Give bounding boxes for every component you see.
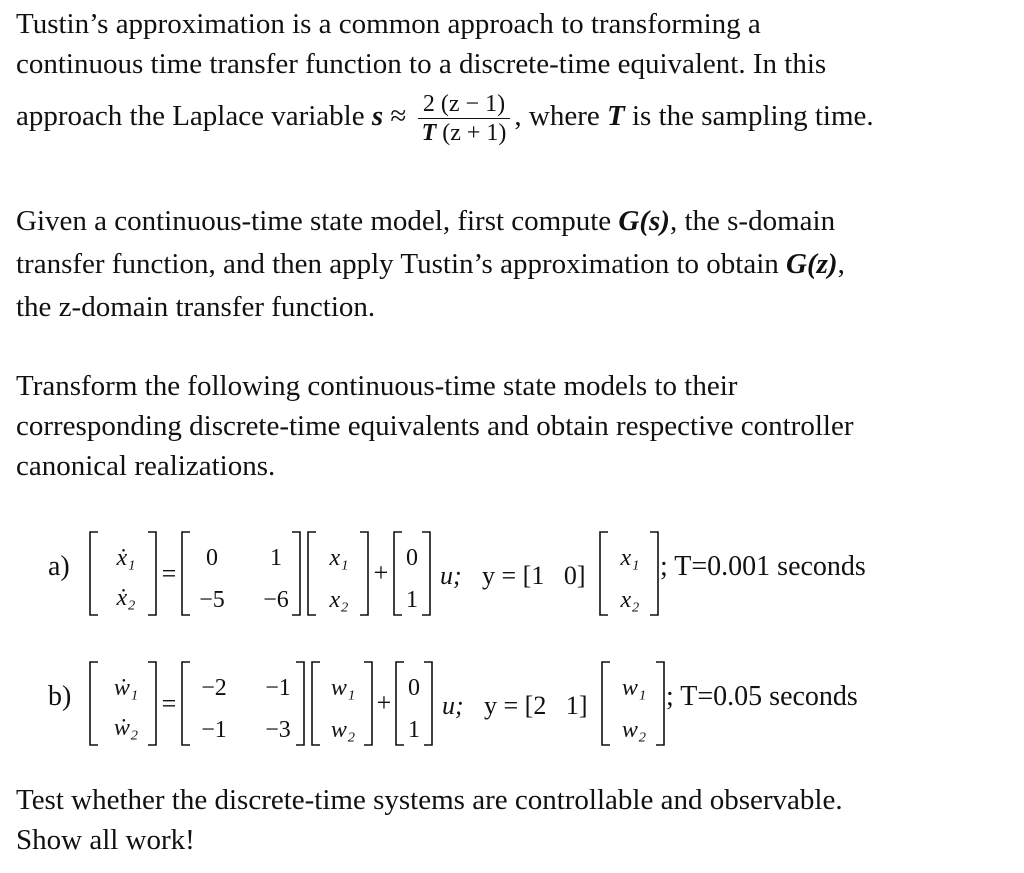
equation-b-label: b) [48,681,72,712]
approx-symbol: ≈ [390,100,407,133]
equation-a-state-2: x₂ [329,587,349,613]
equation-b-state-1: w₁ [330,675,356,701]
equation-b-equals: = [161,689,177,718]
intro-line-3 [16,90,1006,147]
equation-a-label: a) [48,551,70,582]
equation-a-lhs-1: ẋ₁ [116,545,136,571]
equation-b-lhs-1: ẇ₁ [113,675,139,701]
tustin-fraction [418,90,511,147]
matrix-b-a21: −1 [201,717,227,743]
matrix-b-a1: 0 [406,545,418,571]
equation-a-lhs-2: ẋ₂ [116,585,136,611]
equation-a-state-1: x₁ [329,545,349,571]
given-line-2 [16,243,1006,286]
intro-line-3-suffix: is the sampling time. [624,100,874,133]
equation-a [0,515,1024,625]
tustin-numerator: 2 (z − 1) [418,90,511,119]
given-line-2-prefix: transfer function, and then apply Tustin’s approximation to obtain [16,248,787,280]
equation-a-sampling: ; T=0.001 seconds [660,551,866,582]
intro-line-1: Tustin’s approximation is a common approach to transforming a [16,8,761,40]
equation-b-out-state-1: w₁ [621,675,647,701]
given-line-3: the z-domain transfer function. [16,291,376,323]
intro-line-3-mid: , where [514,100,608,133]
given-line-1-suffix: , the s-domain [669,205,836,237]
equation-a-out-state-1: x₁ [620,545,640,571]
matrix-b-a12: −1 [265,675,291,701]
given-paragraph [16,200,1006,329]
matrix-a-a11: 0 [206,545,218,571]
closing-line-1: Test whether the discrete-time systems are controllable and observable. [16,784,843,816]
matrix-b-b1: 0 [408,675,420,701]
matrix-a-a22: −6 [263,587,289,613]
transform-line-3: canonical realizations. [16,450,276,482]
matrix-b-a11: −2 [201,675,227,701]
equation-b-lhs-2: ẇ₂ [113,715,139,741]
s-domain-transfer-function: G(s) [618,205,670,237]
equation-b [0,645,1024,755]
closing-paragraph [16,780,1006,860]
given-line-1-prefix: Given a continuous-time state model, first compute [16,205,619,237]
matrix-b-b2: 1 [408,717,420,743]
equation-a-out-state-2: x₂ [620,587,640,613]
sampling-time-variable: T [607,100,625,133]
intro-paragraph [16,4,1006,147]
equation-b-sampling: ; T=0.05 seconds [666,681,858,712]
given-line-1 [16,200,1006,243]
transform-paragraph [16,366,1006,486]
matrix-a-a21: −5 [199,587,225,613]
matrix-a-a12: 1 [270,545,282,571]
matrix-b-a2: 1 [406,587,418,613]
equation-b-out-state-2: w₂ [621,717,647,743]
transform-line-1: Transform the following continuous-time state models to their [16,370,738,402]
equation-b-state-2: w₂ [330,717,356,743]
equation-a-output: y = [1 0] [482,561,586,590]
tustin-denominator [418,119,511,147]
given-line-2-suffix: , [837,248,845,280]
equation-a-plus: + [373,558,389,587]
closing-line-2: Show all work! [16,824,195,856]
intro-line-3-prefix: approach the Laplace variable [16,100,372,133]
equation-b-plus: + [376,688,392,717]
intro-line-2: continuous time transfer function to a discrete-time equivalent. In this [16,48,827,80]
transform-line-2: corresponding discrete-time equivalents and obtain respective controller [16,410,854,442]
tustin-denominator-T: T [421,120,437,146]
tustin-denominator-rest: (z + 1) [436,120,507,146]
matrix-b-a22: −3 [265,717,291,743]
equation-b-input: u; [442,691,464,720]
laplace-variable: s [371,100,384,133]
equation-b-output: y = [2 1] [484,691,588,720]
equation-a-input: u; [440,561,462,590]
z-domain-transfer-function: G(z) [786,248,838,280]
equation-a-equals: = [161,559,177,588]
